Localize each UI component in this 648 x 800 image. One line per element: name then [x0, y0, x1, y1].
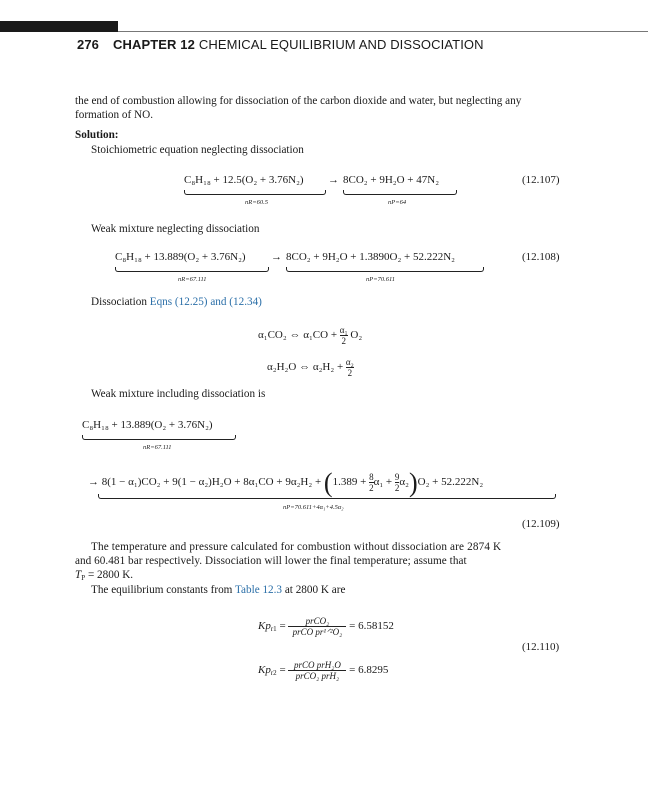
eq108-number: (12.108) — [522, 251, 560, 263]
temp-line-2: and 60.481 bar respectively. Dissociation will lower the final temperature; assume that — [75, 555, 467, 567]
tp-symbol: T — [75, 569, 82, 581]
stoich-text: Stoichiometric equation neglecting dissociation — [91, 144, 304, 156]
eq109-np: nP=70.611+4α₁+4.5α₂ — [283, 504, 344, 511]
diss1-eq — [258, 325, 362, 346]
eq107-rhs-brace — [343, 190, 457, 195]
diss1-frac — [340, 325, 348, 346]
diss1-lhs: α₁CO₂ ⇔ α₁CO + — [258, 329, 338, 342]
eq109-a2: α₂ — [399, 476, 409, 489]
temp-line-3: $T_P = 2800$ K. — [75, 569, 134, 582]
dissoc-text — [91, 295, 262, 309]
eq108-np: nP=70.611 — [366, 276, 395, 283]
kp2-frac — [288, 660, 346, 681]
diss1-frac-num: α₁ — [339, 325, 348, 335]
eq109-frac1-num: 8 — [369, 472, 374, 482]
eq109-rhs — [88, 466, 484, 498]
eq109-lhs: C₈H₁₈ + 13.889(O₂ + 3.76N₂) — [82, 419, 213, 431]
kp1-eq: $Kp_{r1}$ = $\frac{\text{prCO₂}}{\text{prCO pr¹ᐟ²O₂}}$ = 6.58152 — [258, 616, 394, 637]
eq107-lhs-brace — [184, 190, 326, 195]
eq108-arrow: → — [271, 251, 282, 263]
eq109-lhs-brace — [82, 435, 236, 440]
eq108-lhs: C₈H₁₈ + 13.889(O₂ + 3.76N₂) — [115, 251, 246, 263]
eq107-lhs: C₈H₁₈ + 12.5(O₂ + 3.76N₂) — [184, 174, 304, 186]
header-rule — [118, 31, 648, 32]
temp-line-1: The temperature and pressure calculated for combustion without dissociation are 2874 K — [91, 541, 502, 553]
intro-line-1: the end of combustion allowing for dissociation of the carbon dioxide and water, but neglecting any — [75, 95, 522, 107]
running-header — [77, 37, 484, 52]
tp-sub: P — [81, 574, 86, 582]
eq109-inner-a: 1.389 + — [332, 476, 367, 489]
weak-incl-text: Weak mixture including dissociation is — [91, 388, 266, 400]
page-number: 276 — [77, 37, 99, 52]
kp1-den: prCO pr¹ᐟ²O₂ — [288, 626, 346, 637]
diss2-frac — [346, 357, 354, 378]
eq109-frac2-den: 2 — [394, 483, 400, 493]
eq107-rhs: 8CO₂ + 9H₂O + 47N₂ — [343, 174, 440, 186]
solution-label: Solution: — [75, 129, 119, 141]
equil-text: The equilibrium constants from Table 12.3 at 2800 K are — [91, 584, 346, 596]
kp1-value: = 6.58152 — [349, 620, 394, 633]
kp1-sub: r1 — [270, 625, 277, 634]
eq107-nr: nR=60.5 — [245, 199, 268, 206]
eqns-link[interactable]: Eqns (12.25) and (12.34) — [149, 296, 262, 308]
kp2-num: prCO prH₂O — [293, 660, 341, 670]
chapter-label: CHAPTER 12 — [113, 37, 195, 52]
eq109-frac2-num: 9 — [394, 472, 400, 482]
kp2-symbol: Kp — [258, 664, 271, 677]
eq107-number: (12.107) — [522, 174, 560, 186]
kp1-symbol: Kp — [258, 620, 271, 633]
eq108-nr: nR=67.111 — [178, 276, 207, 283]
kp2-eq: $Kp_{r2}$ = $\frac{\text{prCO prH₂O}}{\text{prCO₂ prH₂}}$ = 6.8295 — [258, 660, 389, 681]
eq109-frac1-den: 2 — [369, 483, 374, 493]
dissoc-prefix: Dissociation — [91, 296, 150, 308]
kp2-sub: r2 — [270, 669, 277, 678]
kp2-den: prCO₂ prH₂ — [288, 670, 346, 681]
diss1-frac-den: 2 — [341, 336, 346, 346]
diss2-frac-num: α₂ — [345, 357, 354, 367]
weak-text: Weak mixture neglecting dissociation — [91, 223, 260, 235]
diss2-eq — [267, 357, 354, 378]
paren-open: ( — [323, 466, 333, 498]
paren-close: ) — [408, 466, 418, 498]
eq109-nr: nR=67.111 — [143, 444, 172, 451]
eq110-number: (12.110) — [522, 641, 560, 653]
eq109-rhs-brace — [98, 494, 556, 499]
header-bar — [0, 21, 118, 32]
kp1-frac — [288, 616, 346, 637]
eq109-a1: α₁ + — [373, 476, 393, 489]
eq108-rhs: 8CO₂ + 9H₂O + 1.3890O₂ + 52.222N₂ — [286, 251, 456, 263]
diss1-tail: O₂ — [350, 329, 363, 342]
chapter-title: CHEMICAL EQUILIBRIUM AND DISSOCIATION — [198, 37, 484, 52]
eq109-number: (12.109) — [522, 518, 560, 530]
eq108-lhs-brace — [115, 267, 269, 272]
eq107-np: nP=64 — [388, 199, 407, 206]
diss2-lhs: α₂H₂O ⇔ α₂H₂ + — [267, 361, 344, 374]
eq107-arrow: → — [328, 174, 339, 186]
kp2-value: = 6.8295 — [349, 664, 389, 677]
eq108-rhs-brace — [286, 267, 484, 272]
intro-line-2: formation of NO. — [75, 109, 153, 121]
kp1-num: prCO₂ — [305, 616, 330, 626]
table-link[interactable]: Table 12.3 — [234, 584, 283, 596]
eq109-rhs-a: → 8(1 − α₁)CO₂ + 9(1 − α₂)H₂O + 8α₁CO + 9α₂H₂ + — [88, 476, 322, 489]
diss2-frac-den: 2 — [347, 368, 353, 378]
eq109-rhs-b: O₂ + 52.222N₂ — [417, 476, 484, 489]
